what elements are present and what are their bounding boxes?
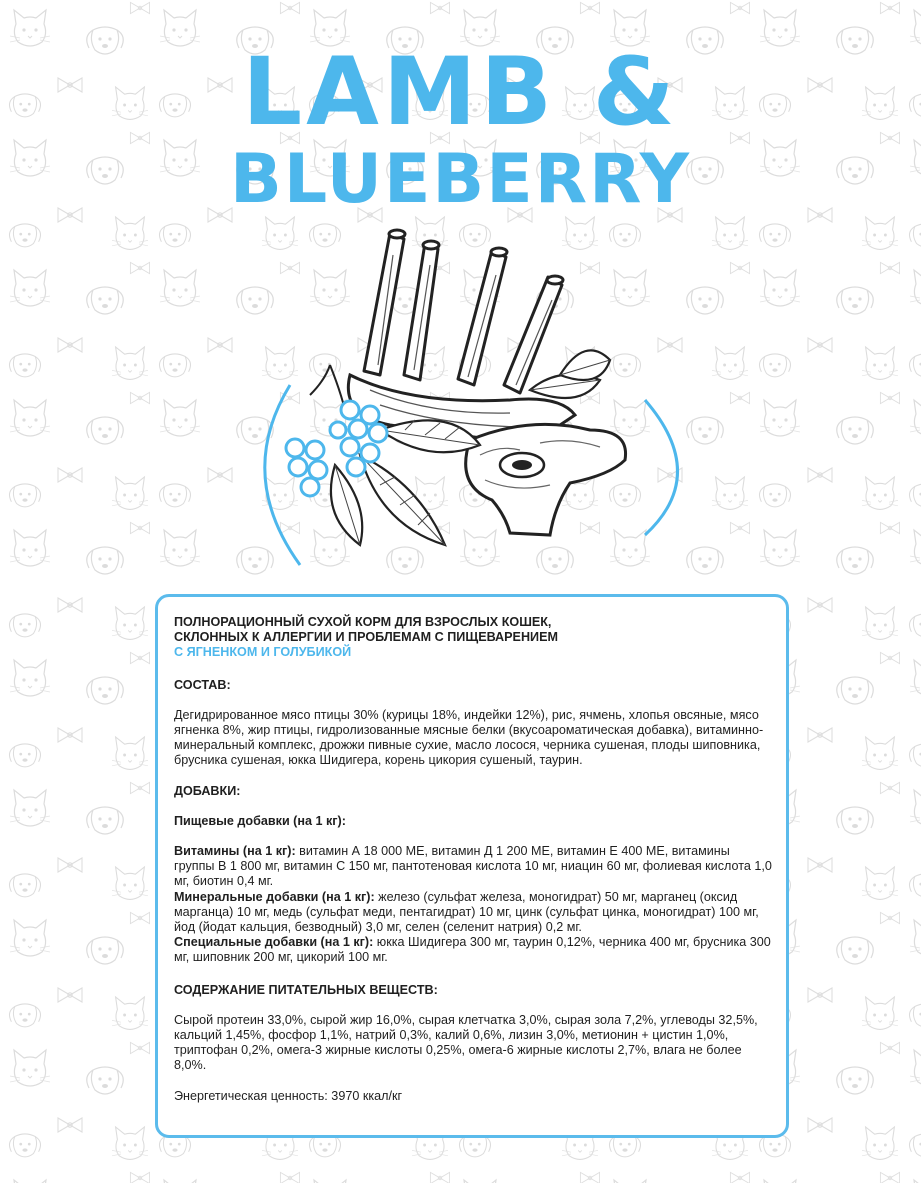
vitamins-label: Витамины (на 1 кг): xyxy=(174,844,296,859)
energy-paragraph xyxy=(174,1089,772,1104)
minerals-text: железо (сульфат железа, моногидрат) 50 мг, марганец (оксид марганца) 10 мг, медь (сульфат меди, пентагидрат) 10 мг, цинк (сульфат цинка, моногидрат) 100 мг, йод (йодат кальция, безводный) 3,0 мг, селен (селенит натрия) 0,2 мг. xyxy=(174,889,759,935)
minerals-paragraph xyxy=(174,890,772,936)
product-subheading: С ЯГНЕНКОМ И ГОЛУБИКОЙ xyxy=(174,645,352,660)
energy-label: Энергетическая ценность: xyxy=(174,1088,328,1103)
title-line-lamb: LAMB & xyxy=(242,38,679,147)
vitamins-paragraph xyxy=(174,844,772,890)
product-heading-line-1: ПОЛНОРАЦИОННЫЙ СУХОЙ КОРМ ДЛЯ ВЗРОСЛЫХ КОШЕК, xyxy=(174,615,552,629)
minerals-label: Минеральные добавки (на 1 кг): xyxy=(174,889,375,904)
special-additives-paragraph xyxy=(174,935,772,965)
lamb-rack-blueberry-illustration xyxy=(230,215,700,585)
additives-heading: ДОБАВКИ: xyxy=(174,783,241,798)
product-info-box xyxy=(155,594,789,1138)
title-line-blueberry: BLUEBERRY xyxy=(230,140,691,219)
product-heading xyxy=(174,615,772,645)
vitamins-text: витамин А 18 000 МЕ, витамин Д 1 200 МЕ, витамин Е 400 МЕ, витамины группы В 1 800 мг, витамин С 150 мг, пантотеновая кислота 10 мг, ниацин 60 мг, фолиевая кислота 1,0 мг, биотин 0,4 мг. xyxy=(174,844,772,889)
nutrients-text: Сырой протеин 33,0%, сырой жир 16,0%, сырая клетчатка 3,0%, сырая зола 7,2%, углеводы 32,5%, кальций 1,45%, фосфор 1,1%, натрий 0,3%, калий 0,6%, лизин 3,0%, метионин + цистин 1,0%, триптофан 0,2%, омега-3 жирные кислоты 0,25%, омега-6 жирные кислоты 2,7%, влага не более 8,0%. xyxy=(174,1012,758,1073)
product-heading-line-2: СКЛОННЫХ К АЛЛЕРГИИ И ПРОБЛЕМАМ С ПИЩЕВАРЕНИЕМ xyxy=(174,630,558,645)
special-additives-text: юкка Шидигера 300 мг, таурин 0,12%, черника 400 мг, брусника 300 мг, шиповник 200 мг, цикорий 100 мг. xyxy=(174,935,771,965)
food-additives-label: Пищевые добавки (на 1 кг): xyxy=(174,813,346,828)
composition-text: Дегидрированное мясо птицы 30% (курицы 18%, индейки 12%), рис, ячмень, хлопья овсяные, мясо ягненка 8%, жир птицы, гидролизованные мясные белки (вкусоароматическая добавка), витаминно-минеральный комплекс, дрожжи пивные сухие, масло лосося, черника сушеная, плоды шиповника, брусника сушеная, юкка Шидигера, корень цикория сушеный, таурин. xyxy=(174,707,764,768)
special-additives-label: Специальные добавки (на 1 кг): xyxy=(174,935,374,950)
composition-heading: СОСТАВ: xyxy=(174,677,231,692)
nutrients-heading: СОДЕРЖАНИЕ ПИТАТЕЛЬНЫХ ВЕЩЕСТВ: xyxy=(174,982,438,997)
energy-value: 3970 ккал/кг xyxy=(327,1088,403,1103)
